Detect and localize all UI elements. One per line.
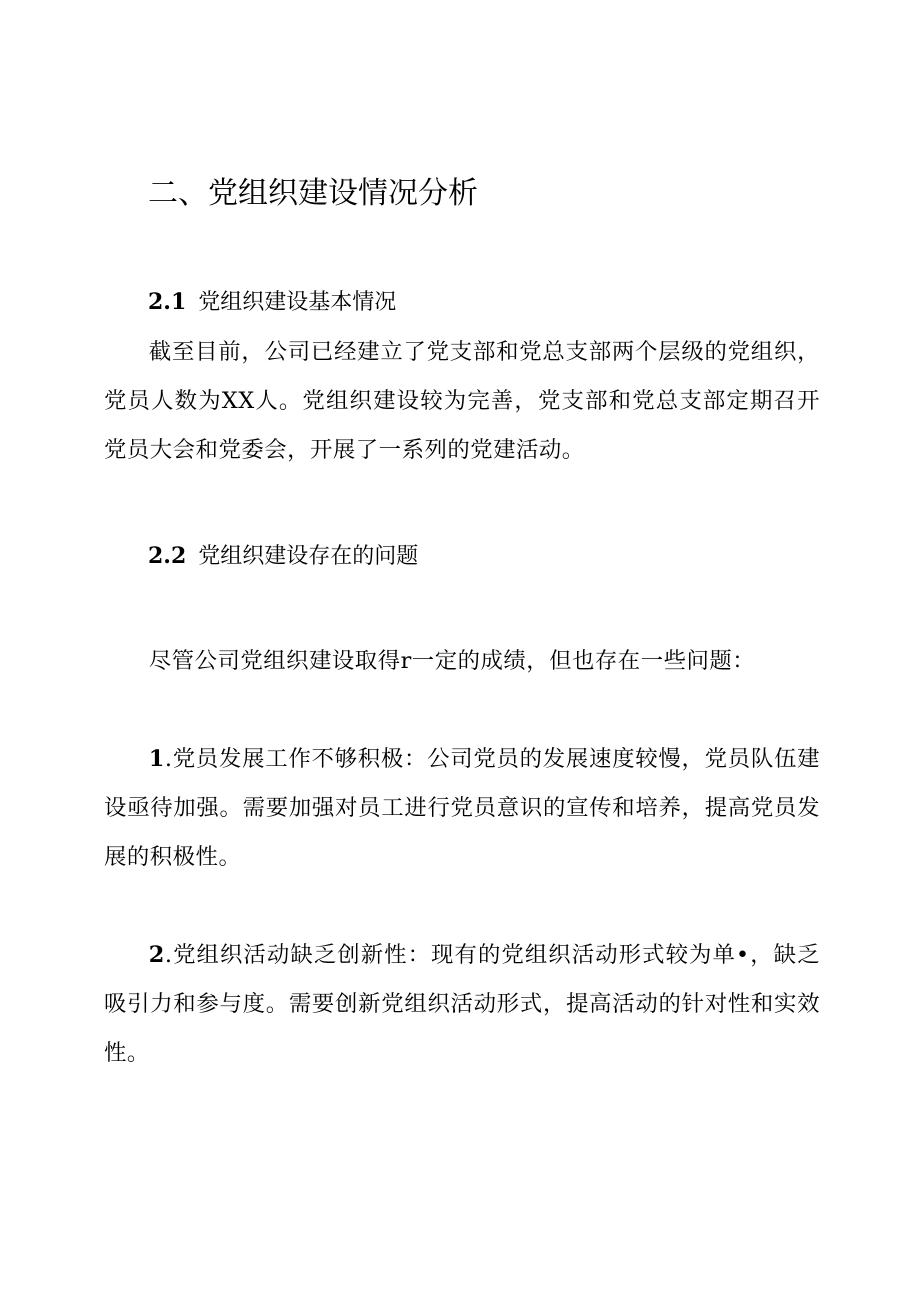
problem-item-2: [104, 931, 820, 1078]
section-heading-2-1: [148, 286, 396, 319]
item-text: .党员发展工作不够积极：公司党员的发展速度较慢，党员队伍建设亟待加强。需要加强对员工进行党员意识的宣传和培养，提高党员发展的积极性。: [104, 746, 820, 870]
item-text: .党组织活动缺乏创新性：现有的党组织活动形式较为单•，缺乏吸引力和参与度。需要创新党组织活动形式，提高活动的针对性和实效性。: [104, 942, 820, 1066]
section-2-2-intro: 尽管公司党组织建设取得r一定的成绩，但也存在一些问题：: [148, 648, 756, 674]
section-2-1-paragraph: 截至目前，公司已经建立了党支部和党总支部两个层级的党组织，党员人数为XX人。党组织建设较为完善，党支部和党总支部定期召开党员大会和党委会，开展了一系列的党建活动。: [104, 339, 820, 463]
section-title: 党组织建设基本情况: [198, 290, 397, 315]
section-number: 2.2: [148, 543, 187, 569]
section-heading-2-2: [148, 540, 418, 573]
section-number: 2.1: [148, 289, 187, 315]
problem-item-1: [104, 735, 820, 882]
item-number: 1: [148, 746, 165, 772]
section-title: 党组织建设存在的问题: [198, 544, 419, 569]
item-number: 2: [148, 942, 165, 968]
chapter-heading: 二、党组织建设情况分析: [148, 176, 478, 211]
